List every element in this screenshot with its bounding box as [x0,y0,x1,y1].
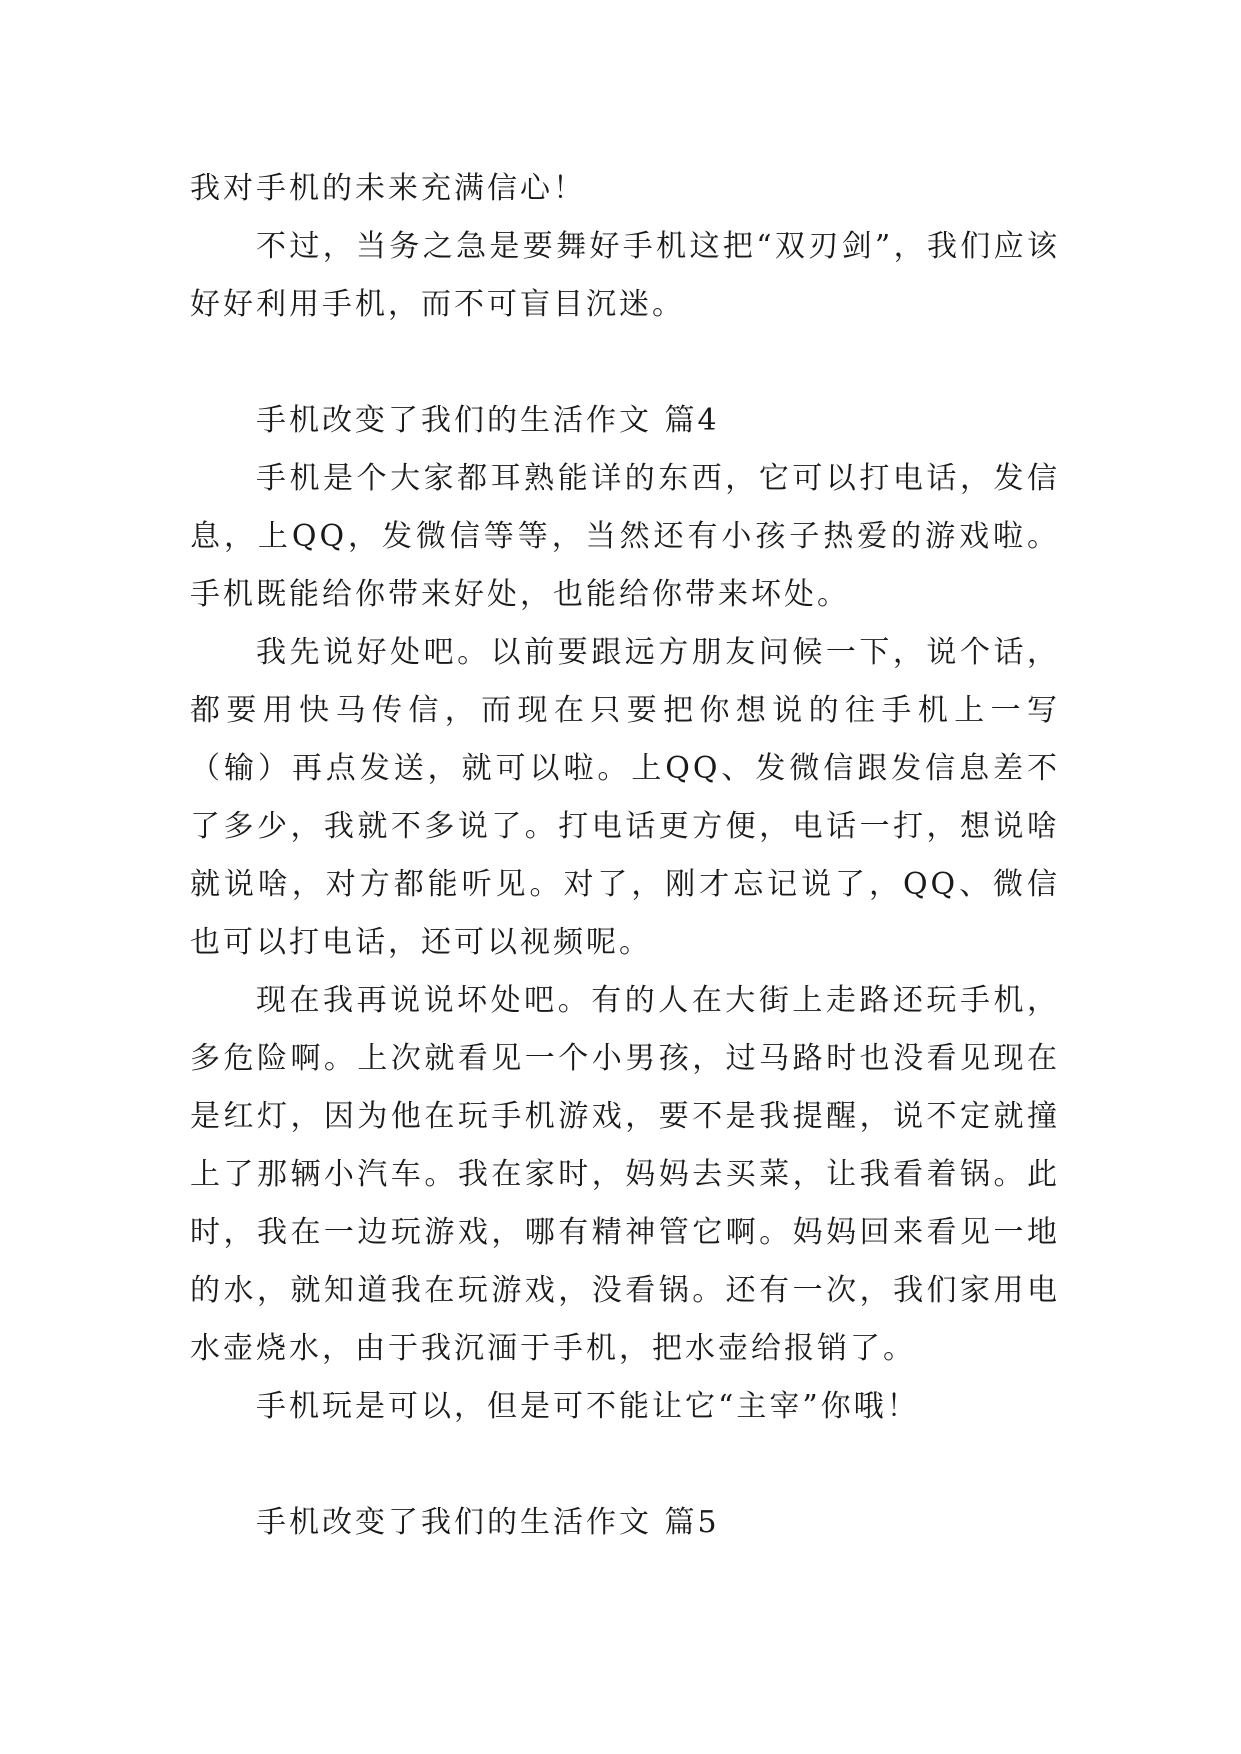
paragraph: 手机玩是可以，但是可不能让它“主宰”你哦！ [256,1389,920,1424]
paragraph: 手机是个大家都耳熟能详的东西，它可以打电话，发信息，上QQ，发微信等等，当然还有小孩子热爱的游戏啦。手机既能给你带来好处，也能给你带来坏处。 [190,461,1060,612]
document-body [190,160,1060,1552]
section-heading-4: 手机改变了我们的生活作文 篇4 [256,403,720,438]
section-heading-5: 手机改变了我们的生活作文 篇5 [256,1505,720,1540]
paragraph: 现在我再说说坏处吧。有的人在大街上走路还玩手机，多危险啊。上次就看见一个小男孩，过马路时也没看见现在是红灯，因为他在玩手机游戏，要不是我提醒，说不定就撞上了那辆小汽车。我在家时，妈妈去买菜，让我看着锅。此时，我在一边玩游戏，哪有精神管它啊。妈妈回来看见一地的水，就知道我在玩游戏，没看锅。还有一次，我们家用电水壶烧水，由于我沉湎于手机，把水壶给报销了。 [190,983,1060,1366]
paragraph: 我对手机的未来充满信心！ [190,171,586,206]
paragraph: 不过，当务之急是要舞好手机这把“双刃剑”，我们应该好好利用手机，而不可盲目沉迷。 [190,229,1060,322]
paragraph: 我先说好处吧。以前要跟远方朋友问候一下，说个话，都要用快马传信，而现在只要把你想说的往手机上一写（输）再点发送，就可以啦。上QQ、发微信跟发信息差不了多少，我就不多说了。打电话更方便，电话一打，想说啥就说啥，对方都能听见。对了，刚才忘记说了，QQ、微信也可以打电话，还可以视频呢。 [190,635,1060,960]
